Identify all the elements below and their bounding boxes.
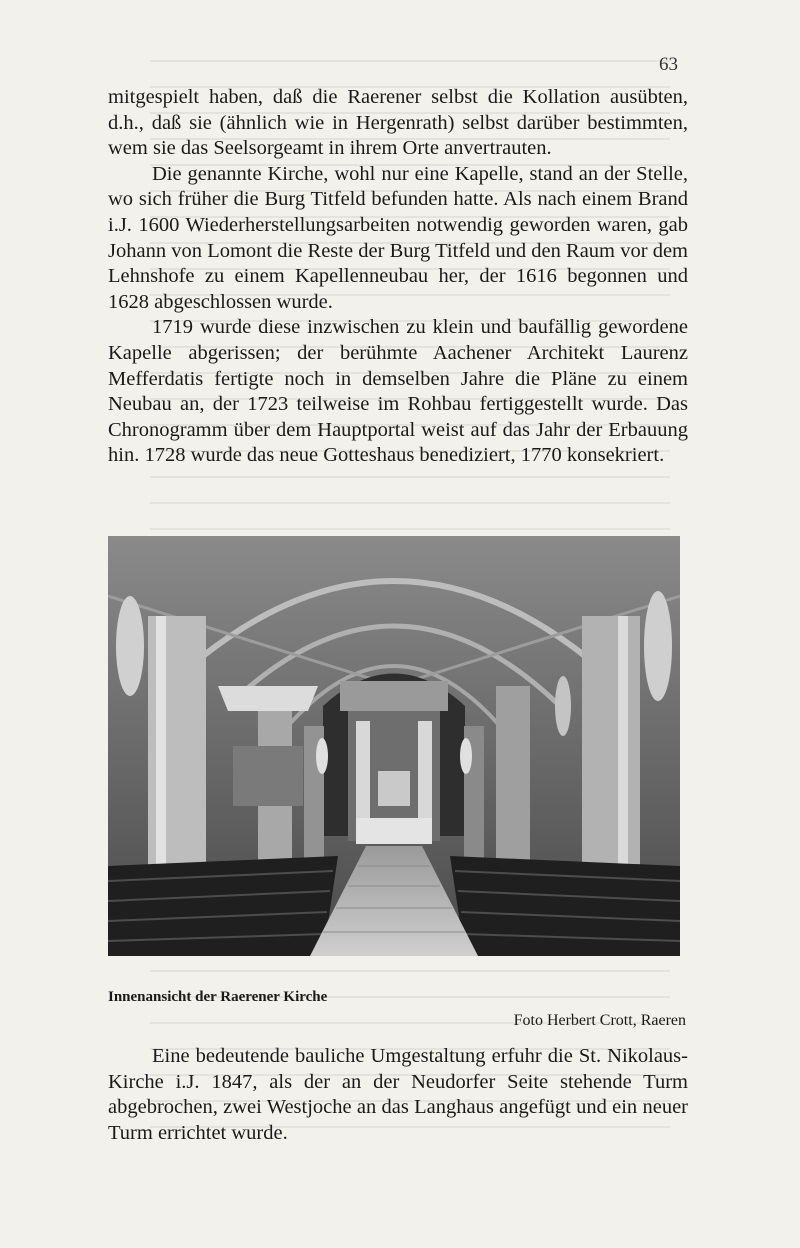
body-text-top [108,85,688,469]
photo-caption: Innenansicht der Raerener Kirche [108,989,328,1005]
church-interior-photo [108,536,680,956]
photo-credit: Foto Herbert Crott, Raeren [513,1012,686,1029]
church-interior-illustration [108,536,680,956]
paragraph-4: Eine bedeutende bauliche Umgestaltung erfuhr die St. Nikolaus-Kirche i.J. 1847, als der an der Neudorfer Seite stehende Turm abgebrochen, zwei Westjoche an das Langhaus angefügt und ein neuer Turm errichtet wurde. [108,1045,688,1144]
body-text-bottom [108,1044,688,1146]
paragraph-2: Die genannte Kirche, wohl nur eine Kapelle, stand an der Stelle, wo sich früher die Burg Titfeld befunden hatte. Als nach einem Brand i.J. 1600 Wiederherstellungsarbeiten notwendig geworden waren, gab Johann von Lomont die Reste der Burg Titfeld und den Raum vor dem Lehnshofe zu einem Kapellenneubau her, der 1616 begonnen und 1628 abgeschlossen wurde. [108,162,688,313]
page-number: 63 [659,54,678,75]
paragraph-3: 1719 wurde diese inzwischen zu klein und baufällig gewordene Kapelle abgerissen; der berühmte Aachener Architekt Laurenz Mefferdatis fertigte noch in demselben Jahre die Pläne zu einem Neubau an, der 1723 teilweise im Rohbau fertiggestellt wurde. Das Chronogramm über dem Hauptportal weist auf das Jahr der Erbauung hin. 1728 wurde das neue Gotteshaus benediziert, 1770 konsekriert. [108,316,688,467]
paragraph-1: mitgespielt haben, daß die Raerener selbst die Kollation ausübten, d.h., daß sie (ähnlich wie in Hergenrath) selbst darüber bestimmten, wem sie das Seelsorgeamt in ihrem Orte anvertrauten. [108,86,688,160]
